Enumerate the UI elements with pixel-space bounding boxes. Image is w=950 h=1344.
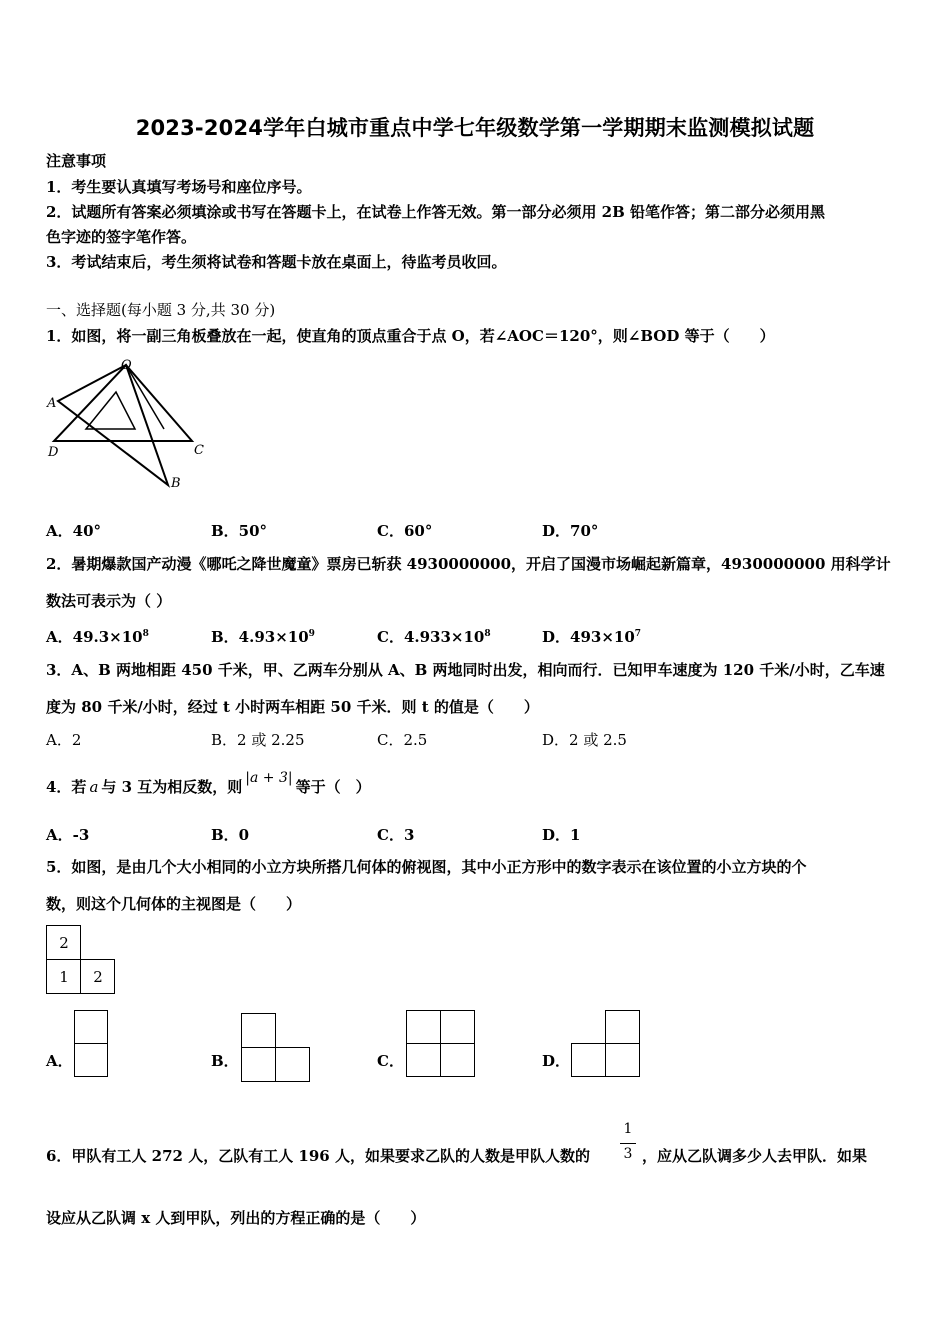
- q1-option-c: C．60°: [377, 522, 433, 540]
- q3-option-b: B．2 或 2.25: [211, 731, 305, 749]
- q6-line-1-suffix: ，应从乙队调多少人去甲队．如果: [642, 1147, 868, 1165]
- grid-cell-bottom-left: 1: [46, 959, 81, 994]
- notice-item-2-line-2: 色字迹的签字笔作答。: [46, 228, 197, 246]
- label-o: O: [121, 358, 132, 373]
- q4-option-c: C．3: [377, 826, 415, 844]
- q5-option-b-cell: [241, 1047, 276, 1082]
- fraction-denominator: 3: [623, 1146, 633, 1162]
- q4-text: 4．若 a 与 3 互为相反数，则 |a + 3| 等于（ ）: [46, 770, 371, 796]
- q5-option-b-label: B．: [211, 1052, 239, 1070]
- q5-option-c-cell: [440, 1010, 475, 1044]
- notice-item-1: 1．考生要认真填写考场号和座位序号。: [46, 178, 312, 196]
- q3-option-c: C．2.5: [377, 731, 428, 749]
- q5-line-1: 5．如图，是由几个大小相同的小立方块所搭几何体的俯视图，其中小正方形中的数字表示在该位置的小立方块的个: [46, 858, 807, 876]
- q5-option-d-cell: [605, 1010, 640, 1044]
- q2-option-a: A．$49.3\times 10^8$: [46, 628, 149, 646]
- q4-option-d: D．1: [542, 826, 581, 844]
- q5-option-a-cell: [74, 1043, 108, 1077]
- grid-cell-top: 2: [46, 925, 81, 960]
- label-c: C: [194, 443, 204, 458]
- label-a: A: [47, 396, 57, 411]
- notice-item-3: 3．考试结束后，考生须将试卷和答题卡放在桌面上，待监考员收回。: [46, 253, 507, 271]
- grid-cell-bottom-right: 2: [80, 959, 115, 994]
- q5-option-d-cell: [571, 1043, 606, 1077]
- page-title: 2023-2024学年白城市重点中学七年级数学第一学期期末监测模拟试题: [135, 116, 815, 140]
- q2-line-1: 2．暑期爆款国产动漫《哪吒之降世魔童》票房已斩获 4930000000，开启了国漫市场崛起新篇章，4930000000 用科学计: [46, 555, 891, 573]
- abs-expression: |a + 3|: [245, 770, 293, 786]
- q5-option-c-cell: [406, 1010, 441, 1044]
- q3-option-a: A．2: [46, 731, 82, 749]
- q3-line-2: 度为 80 千米/小时，经过 t 小时两车相距 50 千米．则 t 的值是（ ）: [46, 698, 539, 716]
- section-heading: 一、选择题(每小题 3 分,共 30 分): [46, 301, 276, 319]
- label-b: B: [171, 476, 181, 491]
- q2-option-b: B．$4.93\times 10^9$: [211, 628, 315, 646]
- q5-option-c-label: C．: [377, 1052, 404, 1070]
- q5-option-d-label: D．: [542, 1052, 571, 1070]
- q2-option-d: D．$493\times 10^7$: [542, 628, 642, 646]
- q4-option-b: B．0: [211, 826, 250, 844]
- q2-option-c: C．$4.933\times 10^8$: [377, 628, 491, 646]
- q5-option-c-cell: [440, 1043, 475, 1077]
- q6-line-2: 设应从乙队调 x 人到甲队，列出的方程正确的是（ ）: [46, 1209, 426, 1227]
- fraction-numerator: 1: [623, 1121, 633, 1137]
- q4-option-a: A．-3: [46, 826, 90, 844]
- q5-line-2: 数，则这个几何体的主视图是（ ）: [46, 895, 302, 913]
- q1-option-a: A．40°: [46, 522, 102, 540]
- q5-option-b-cell: [241, 1013, 276, 1048]
- q3-line-1: 3．A、B 两地相距 450 千米，甲、乙两车分别从 A、B 两地同时出发，相向而行．已知甲车速度为 120 千米/小时，乙车速: [46, 661, 885, 679]
- q1-option-d: D．70°: [542, 522, 599, 540]
- second-triangle-shape: [58, 365, 168, 485]
- q5-option-b-cell: [275, 1047, 310, 1082]
- q5-option-a-label: A．: [46, 1052, 73, 1070]
- q3-option-d: D．2 或 2.5: [542, 731, 627, 749]
- q6-line-1-prefix: 6．甲队有工人 272 人，乙队有工人 196 人，如果要求乙队的人数是甲队人数的: [46, 1147, 590, 1165]
- q5-option-a-cell: [74, 1010, 108, 1044]
- q1-triangle-figure: [44, 355, 214, 495]
- q1-text: 1．如图，将一副三角板叠放在一起，使直角的顶点重合于点 O，若∠AOC＝120°，则∠BOD 等于（ ）: [46, 327, 775, 345]
- notice-item-2-line-1: 2．试题所有答案必须填涂或书写在答题卡上，在试卷上作答无效。第一部分必须用 2B 铅笔作答；第二部分必须用黑: [46, 203, 826, 221]
- q5-option-d-cell: [605, 1043, 640, 1077]
- q5-option-c-cell: [406, 1043, 441, 1077]
- label-d: D: [48, 445, 59, 460]
- inner-triangle-shape: [86, 392, 135, 429]
- q2-line-2: 数法可表示为（ ）: [46, 592, 172, 610]
- notice-heading: 注意事项: [46, 152, 107, 170]
- q1-option-b: B．50°: [211, 522, 268, 540]
- fraction-bar: [620, 1143, 636, 1144]
